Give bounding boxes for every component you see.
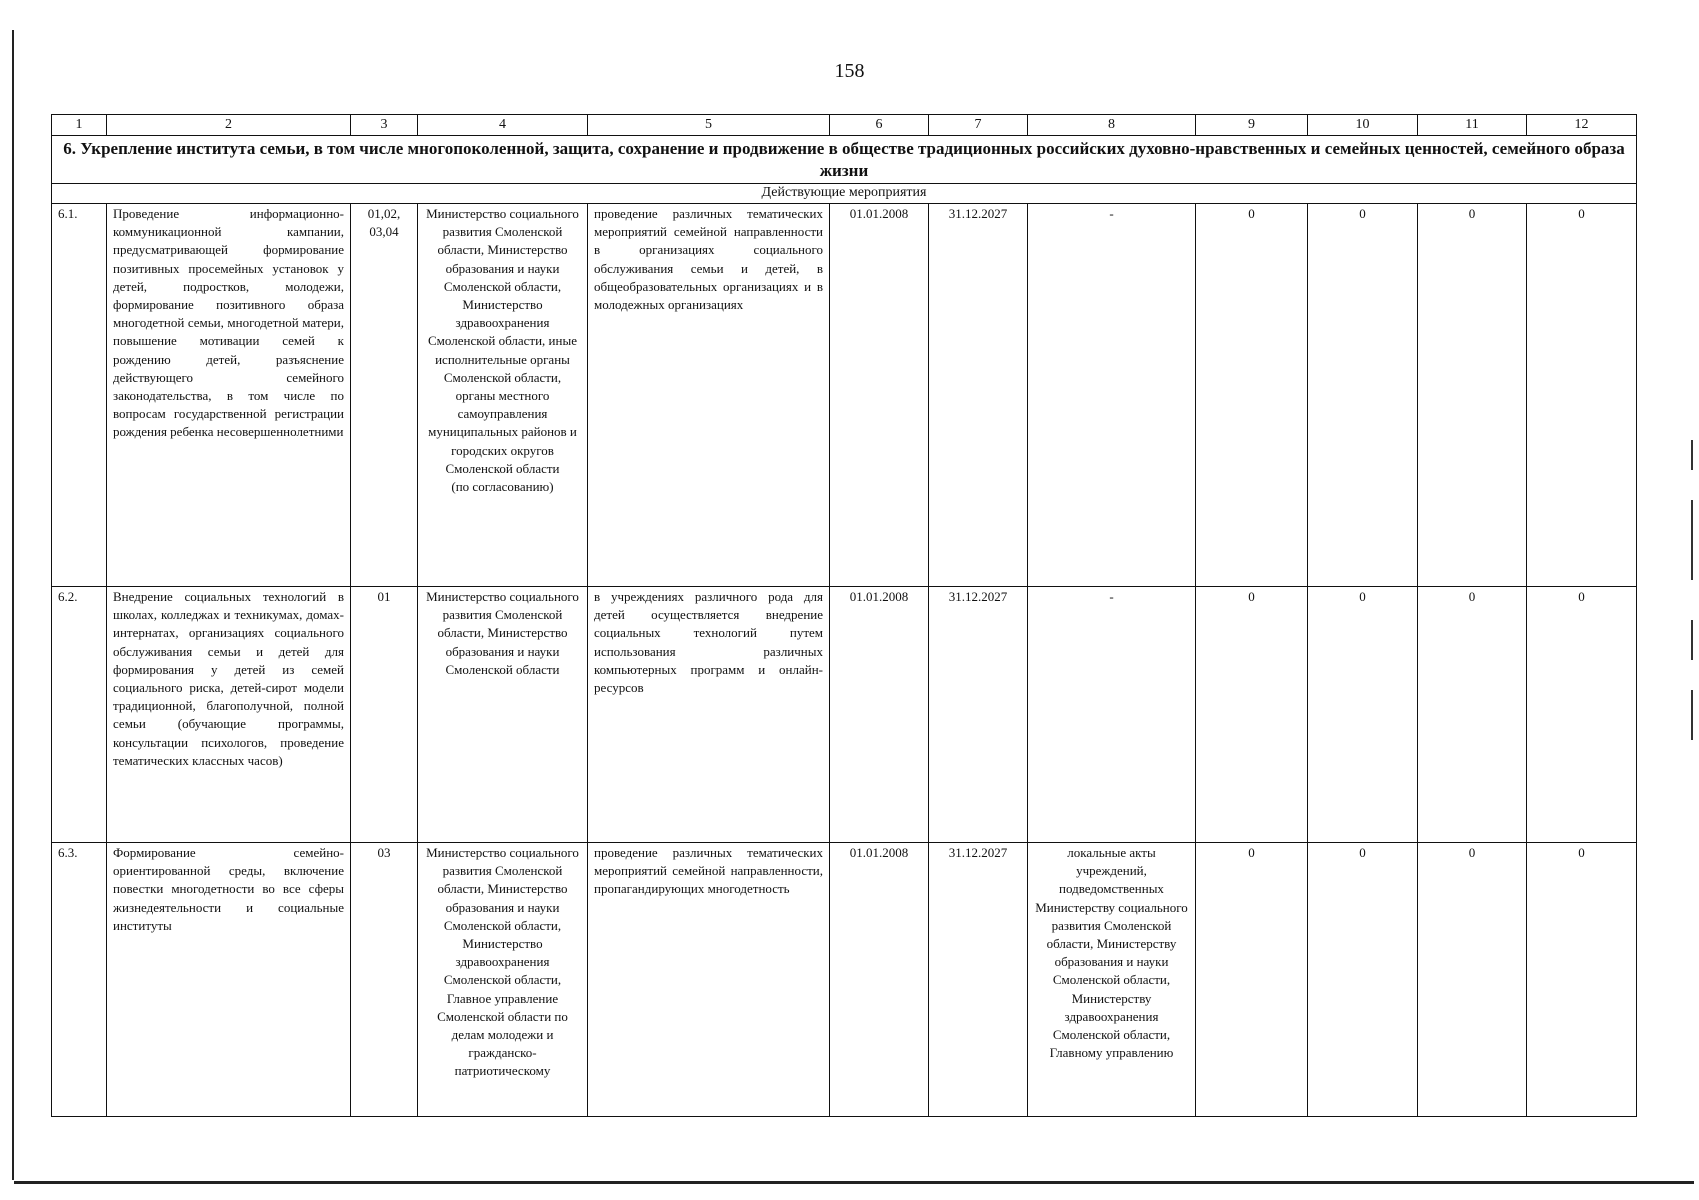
code-cell: 01 [351, 587, 418, 843]
column-number: 12 [1527, 115, 1637, 136]
value-cell: 0 [1308, 587, 1418, 843]
executors-cell: Министерство социального развития Смоленской области, Министерство образования и науки Смоленской области, Министерство здравоохранения Смоленской области, Главное управление Смоленской области по делам молодежи и гражданско-патриотическому [418, 843, 588, 1117]
column-number: 11 [1418, 115, 1527, 136]
row-number: 6.3. [52, 843, 107, 1117]
table-row [52, 843, 1637, 1117]
column-number: 4 [418, 115, 588, 136]
description-cell: в учреждениях различного рода для детей осуществляется внедрение социальных технологий путем использования различных компьютерных программ и онлайн-ресурсов [588, 587, 830, 843]
col8-cell: - [1028, 204, 1196, 587]
value-cell: 0 [1418, 843, 1527, 1117]
value-cell: 0 [1196, 843, 1308, 1117]
page-number: 158 [834, 60, 865, 82]
column-number: 7 [929, 115, 1028, 136]
table-row [52, 587, 1637, 843]
measure-name: Формирование семейно-ориентированной среды, включение повестки многодетности во все сферы жизнедеятельности и социальные институты [107, 843, 351, 1117]
description-cell: проведение различных тематических мероприятий семейной направленности, пропагандирующих многодетность [588, 843, 830, 1117]
column-number: 9 [1196, 115, 1308, 136]
subsection-title: Действующие мероприятия [52, 184, 1637, 204]
description-cell: проведение различных тематических мероприятий семейной направленности в организациях социального обслуживания семьи и детей, в общеобразовательных организациях и в молодежных организациях [588, 204, 830, 587]
start-date: 01.01.2008 [830, 204, 929, 587]
value-cell: 0 [1527, 204, 1637, 587]
col8-cell: локальные акты учреждений, подведомственных Министерству социального развития Смоленской области, Министерству образования и науки Смоленской области, Министерству здравоохранения Смоленской области, Главному управлению [1028, 843, 1196, 1117]
column-number: 2 [107, 115, 351, 136]
column-number: 5 [588, 115, 830, 136]
column-number: 3 [351, 115, 418, 136]
column-number: 8 [1028, 115, 1196, 136]
start-date: 01.01.2008 [830, 843, 929, 1117]
end-date: 31.12.2027 [929, 204, 1028, 587]
value-cell: 0 [1308, 843, 1418, 1117]
row-number: 6.2. [52, 587, 107, 843]
value-cell: 0 [1418, 587, 1527, 843]
scan-edge-bottom [14, 1181, 1694, 1184]
code-cell: 03 [351, 843, 418, 1117]
column-number: 1 [52, 115, 107, 136]
value-cell: 0 [1196, 587, 1308, 843]
start-date: 01.01.2008 [830, 587, 929, 843]
col8-cell: - [1028, 587, 1196, 843]
value-cell: 0 [1527, 587, 1637, 843]
row-number: 6.1. [52, 204, 107, 587]
value-cell: 0 [1527, 843, 1637, 1117]
scan-edge-left [12, 30, 14, 1180]
measure-name: Проведение информационно-коммуникационной кампании, предусматривающей формирование позитивных просемейных установок у детей, подростков, молодежи, формирование позитивного образа многодетной семьи, многодетной матери, повышение мотивации семей к рождению детей, разъяснение действующего семейного законодательства, в том числе по вопросам государственной регистрации рождения ребенка несовершеннолетними [107, 204, 351, 587]
executors-cell: Министерство социального развития Смоленской области, Министерство образования и науки Смоленской области, Министерство здравоохранения Смоленской области, иные исполнительные органы Смоленской области, органы местного самоуправления муниципальных районов и городских округов Смоленской области (по согласованию) [418, 204, 588, 587]
end-date: 31.12.2027 [929, 587, 1028, 843]
scan-marks [1691, 440, 1693, 740]
value-cell: 0 [1308, 204, 1418, 587]
column-number-row [52, 115, 1637, 136]
column-number: 10 [1308, 115, 1418, 136]
executors-cell: Министерство социального развития Смоленской области, Министерство образования и науки Смоленской области [418, 587, 588, 843]
section-title-row [52, 136, 1637, 184]
section-title: 6. Укрепление института семьи, в том числе многопоколенной, защита, сохранение и продвижение в обществе традиционных российских духовно-нравственных и семейных ценностей, семейного образа жизни [52, 136, 1637, 184]
subsection-row [52, 184, 1637, 204]
end-date: 31.12.2027 [929, 843, 1028, 1117]
value-cell: 0 [1196, 204, 1308, 587]
column-number: 6 [830, 115, 929, 136]
document-table [51, 114, 1637, 1117]
measure-name: Внедрение социальных технологий в школах, колледжах и техникумах, домах-интернатах, организациях социального обслуживания семьи и детей для формирования у детей из семей социального риска, детей-сирот модели традиционной, благополучной, полной семьи (обучающие программы, консультации психологов, проведение тематических классных часов) [107, 587, 351, 843]
code-cell: 01,02, 03,04 [351, 204, 418, 587]
table-row [52, 204, 1637, 587]
value-cell: 0 [1418, 204, 1527, 587]
